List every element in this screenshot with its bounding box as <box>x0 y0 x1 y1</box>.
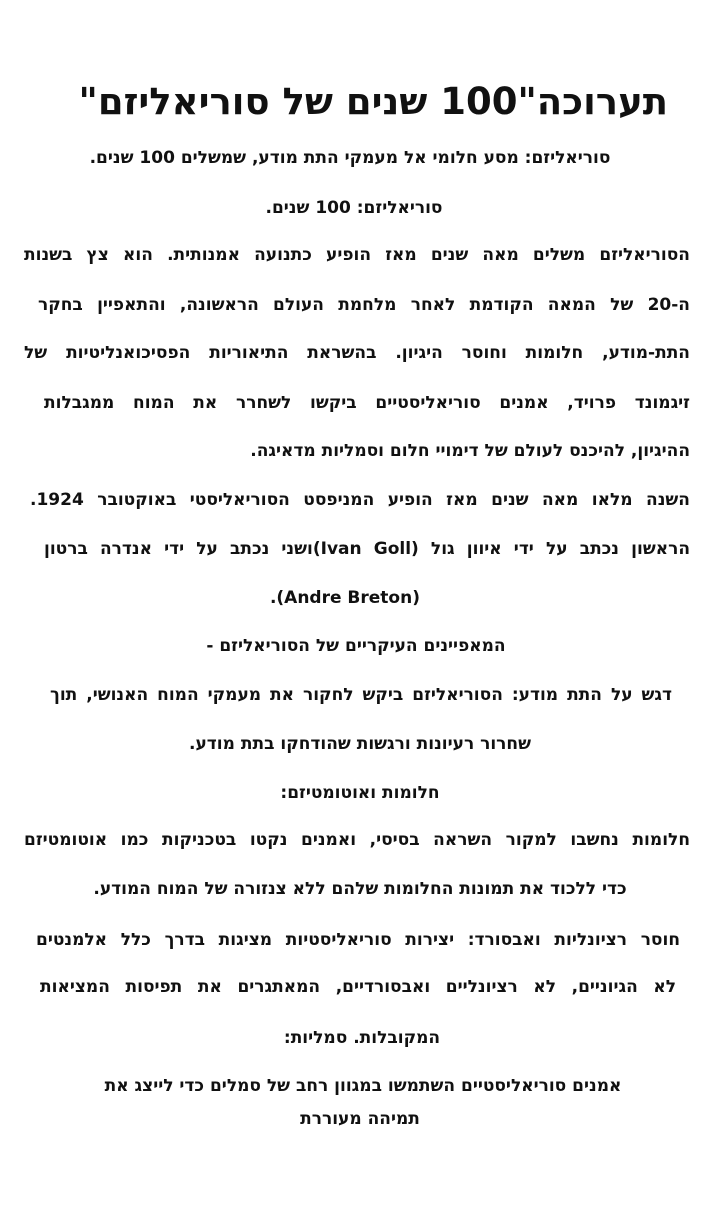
section-heading-features: המאפיינים העיקריים של הסוריאליזם - <box>206 636 506 656</box>
text-line-10: (Andre Breton). <box>269 588 420 608</box>
text-line-6: זיגמונד פרויד, אמנים סוריאליסטיים ביקשו לשחרר את המוח ממגבלות <box>44 393 690 413</box>
text-line-12: דגש על התת מודע: הסוריאליזם ביקש לחקור את מעמקי המוח האנושי, תוך <box>50 685 672 705</box>
text-line-13: שחרור רעיונות ורגשות שהודחקו בתת מודע. <box>189 734 531 754</box>
text-line-9: הראשון נכתב על ידי איוון גול (Ivan Goll)ושני נכתב על ידי אנדרה ברטון <box>44 539 690 559</box>
text-line-16: כדי ללכוד את תמונות החלומות שלהם ללא צנזורה של המוח המודע. <box>93 879 627 899</box>
text-line-4: ה-20 של המאה הקודמת לאחר מלחמת העולם הראשונה, והתאפיין בחקר <box>38 295 690 315</box>
text-line-20: אמנים סוריאליסטיים השתמשו במגוון רחב של סמלים כדי לייצג את <box>104 1076 622 1096</box>
text-line-3: הסוריאליזם משלים מאה שנים מאז הופיע כתנועה אמנותית. הוא צץ בשנות <box>24 245 690 265</box>
text-line-8: השנה מלאו מאה שנים מאז הופיע המניפסט הסוריאליסטי באוקטובר 1924. <box>30 490 690 510</box>
text-line-18: לא הגיוניים, לא רציונליים ואבסורדיים, המאתגרים את תפיסות המציאות <box>40 977 676 997</box>
text-line-1: סוריאליזם: מסע חלומי אל מעמקי התת מודע, שמשלים 100 שנים. <box>89 148 611 168</box>
text-line-7: ההיגיון, להיכנס לעולם של דימויי חלום וסמליות מדאיגה. <box>250 441 690 461</box>
text-line-19: המקובלות. סמליות: <box>283 1028 441 1048</box>
text-line-2: סוריאליזם: 100 שנים. <box>265 198 443 218</box>
text-line-17: חוסר רציונליות ואבסורד: יצירות סוריאליסטיות מציגות בדרך כלל אלמנטים <box>36 930 680 950</box>
text-line-21: תמיהה מעוררת <box>300 1109 420 1129</box>
section-heading-dreams: חלומות ואוטומטיזם: <box>280 783 440 803</box>
text-line-15: חלומות נחשבו למקור השראה בסיסי, ואמנים נקטו בטכניקות כמו אוטומטיזם <box>24 830 690 850</box>
text-line-5: התת-מודע, חלומות וחוסר היגיון. בהשראת התיאוריות הפסיכואנליטיות של <box>24 343 690 363</box>
page-title: תערוכה"100 שנים של סוריאליזם" <box>78 80 668 123</box>
